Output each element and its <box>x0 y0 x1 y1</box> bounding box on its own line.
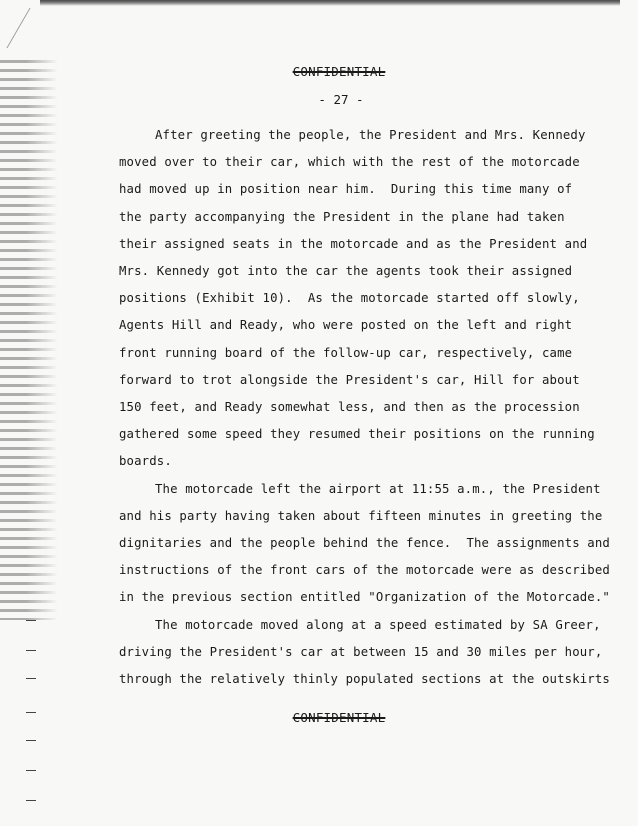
paragraph-3-line: driving the President's car at between 15 and 30 miles per hour, <box>119 644 603 659</box>
paragraph-2-line: dignitaries and the people behind the fence. The assignments and <box>119 536 610 551</box>
paragraph-1-line: front running board of the follow-up car, respectively, came <box>119 345 573 360</box>
paragraph-2-line: in the previous section entitled "Organization of the Motorcade." <box>119 590 610 605</box>
paragraph-1-line: After greeting the people, the President and Mrs. Kennedy <box>155 128 586 142</box>
paragraph-1-line: moved over to their car, which with the rest of the motorcade <box>119 155 580 170</box>
scan-edge-artifact <box>40 0 620 6</box>
paragraph-1-line: had moved up in position near him. During this time many of <box>119 182 573 197</box>
paragraph-1-line: positions (Exhibit 10). As the motorcade started off slowly, <box>119 291 580 306</box>
paragraph-1-line: Mrs. Kennedy got into the car the agents took their assigned <box>119 264 573 279</box>
scan-corner-mark <box>6 8 60 48</box>
paragraph-1-line: Agents Hill and Ready, who were posted on the left and right <box>119 318 573 333</box>
document-body <box>119 122 610 693</box>
paragraph-3-line: The motorcade moved along at a speed estimated by SA Greer, <box>155 617 601 632</box>
paragraph-1-line: their assigned seats in the motorcade and as the President and <box>119 236 588 251</box>
paragraph-2-line: and his party having taken about fifteen minutes in greeting the <box>119 508 603 523</box>
paragraph-1-line: 150 feet, and Ready somewhat less, and then as the procession <box>119 400 580 415</box>
classification-marking-top: CONFIDENTIAL <box>292 64 386 79</box>
paragraph-2-line: The motorcade left the airport at 11:55 a.m., the President <box>155 481 601 496</box>
page-number: - 27 - <box>318 92 364 107</box>
paragraph-2-line: instructions of the front cars of the motorcade were as described <box>119 563 610 578</box>
binding-edge-artifact <box>0 60 58 620</box>
paragraph-1-line: the party accompanying the President in the plane had taken <box>119 209 565 224</box>
paragraph-1-line: forward to trot alongside the President's car, Hill for about <box>119 372 580 387</box>
classification-marking-bottom: CONFIDENTIAL <box>292 710 386 725</box>
paragraph-1-line: boards. <box>119 454 172 469</box>
paragraph-1-line: gathered some speed they resumed their positions on the running <box>119 427 595 442</box>
paragraph-3-line: through the relatively thinly populated sections at the outskirts <box>119 672 610 687</box>
